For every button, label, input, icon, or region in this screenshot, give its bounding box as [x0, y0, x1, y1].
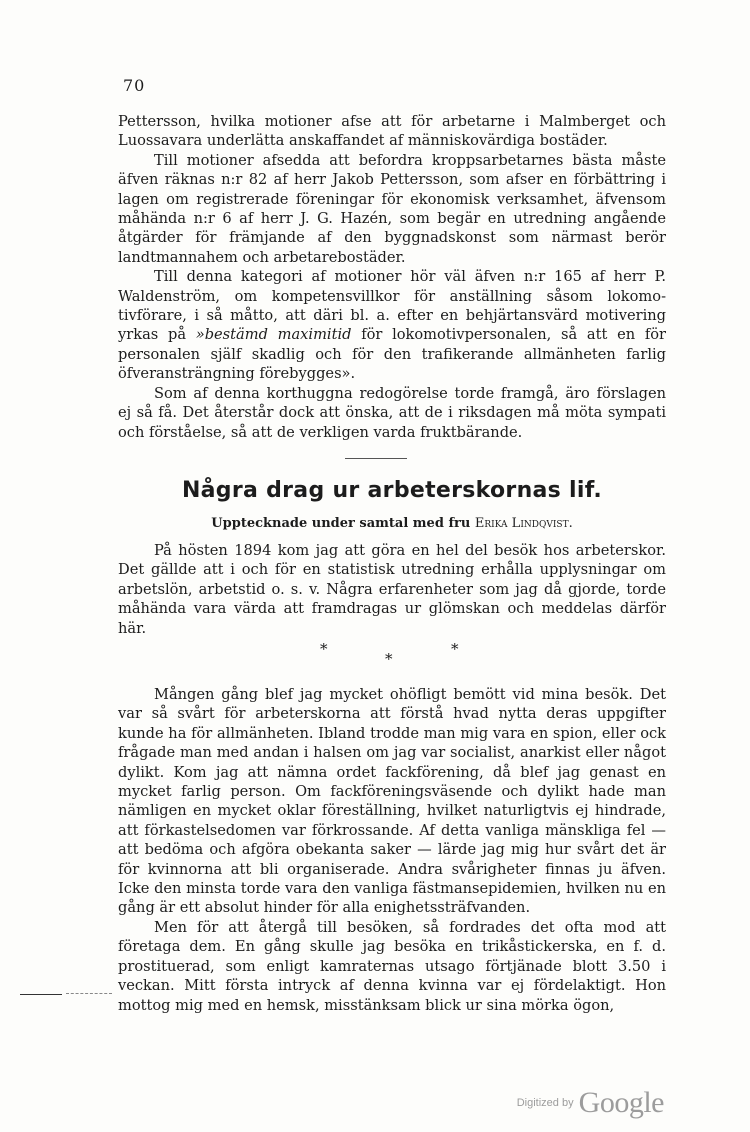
emphasis-maximitid: »bestämd maximitid [195, 326, 352, 344]
intro-block [118, 541, 666, 638]
margin-pencil-mark [20, 993, 118, 997]
top-text-block [118, 112, 666, 442]
byline-prefix: Upptecknade under samtal med fru [211, 516, 471, 531]
paragraph-waldenstrom-start: Till denna kategori af motioner hör väl äfven n:r 165 af herr P. Waldenström, om kompetensvillkor för anställning såsom lokomotivförare, i så måtto, att däri bl. a. efter en behjärtansvärd motivering yrkas på [118, 268, 666, 344]
body-block [118, 685, 666, 1015]
paragraph-waldenstrom [118, 267, 666, 383]
separator-star: * [320, 640, 328, 658]
separator-star: * [451, 640, 459, 658]
byline-author: Erika Lindqvist. [474, 516, 573, 531]
paragraph-motions: Till motioner afsedda att befordra kroppsarbetarnes bästa måste äfven räknas n:r 82 af herr Jakob Pettersson, som afser en förbättring i lagen om registrerade föreningar för ekonomisk verksamhet, äfvensom måhända n:r 6 af herr J. G. Hazén, som begär en utredning angående åtgärder för främjande af den byggnadskonst som närmast berör landtmannahem och arbetarebostäder. [118, 151, 666, 266]
article-title: Några drag ur arbeterskornas lif. [181, 478, 603, 503]
section-divider [345, 458, 407, 459]
paragraph-visits: Mången gång blef jag mycket ohöfligt bemött vid mina besök. Det var så svårt för arbeterskorna att förstå hvad nytta deras uppgifter kunde ha för allmänheten. Ibland trodde man mig vara en spion, eller ock frågade man med andan i halsen om jag var socialist, anarkist eller något dylikt. Kom jag att nämna ordet fackförening, då blef jag genast en mycket farlig person. Om fackföreningsväsende och dylikt hade man nämligen en mycket oklar föreställning, hvilket naturligtvis ej hindrade, att förkastelsedomen var förkrossande. Af detta vanliga mänskliga fel — att bedöma och afgöra obekanta saker — lärde jag mig hur svårt det är för kvinnorna att bli organiserade. Andra svårigheter finnas ju äfven. Icke den minsta torde vara den vanliga fästmansepidemien, hvilken nu en gång är ett absolut hinder för alla enighetssträfvanden. [118, 686, 666, 917]
paragraph-waldenstrom-end: för lokomotivpersonalen, så att en för personalen själf skadlig och för den trafikerande allmänheten farlig öfveransträngning förebygges». [118, 326, 666, 383]
paragraph-continuation: Pettersson, hvilka motioner afse att för arbetarne i Malmberget och Luossavara underlätta anskaffandet af människovärdiga bostäder. [118, 113, 666, 150]
article-byline [118, 516, 666, 531]
google-logo: Google [578, 1086, 664, 1119]
page-number: 70 [123, 76, 146, 95]
paragraph-summary: Som af denna korthuggna redogörelse torde framgå, äro förslagen ej så få. Det återstår dock att önska, att de i riksdagen må möta sympati och förståelse, så att de verkligen varda fruktbärande. [118, 384, 666, 441]
separator-stars [0, 640, 750, 670]
paragraph-intro: På hösten 1894 kom jag att göra en hel del besök hos arbeterskor. Det gällde att i och för en statistisk utredning erhålla upplysningar om arbetslön, arbetstid o. s. v. Några erfarenheter som jag då gjorde, torde måhända vara värda att framdragas ur glömskan och meddelas därför här. [118, 542, 666, 637]
digitized-watermark [517, 1086, 664, 1120]
separator-star: * [385, 650, 393, 668]
paragraph-knitter: Men för att återgå till besöken, så fordrades det ofta mod att företaga dem. En gång skulle jag besöka en trikåstickerska, en f. d. prostituerad, som enligt kamraternas utsago förtjänade blott 3.50 i veckan. Mitt första intryck af denna kvinna var ej fördelaktigt. Hon mottog mig med en hemsk, misstänksam blick ur sina mörka ögon, [118, 918, 666, 1014]
watermark-prefix: Digitized by [516, 1097, 574, 1109]
